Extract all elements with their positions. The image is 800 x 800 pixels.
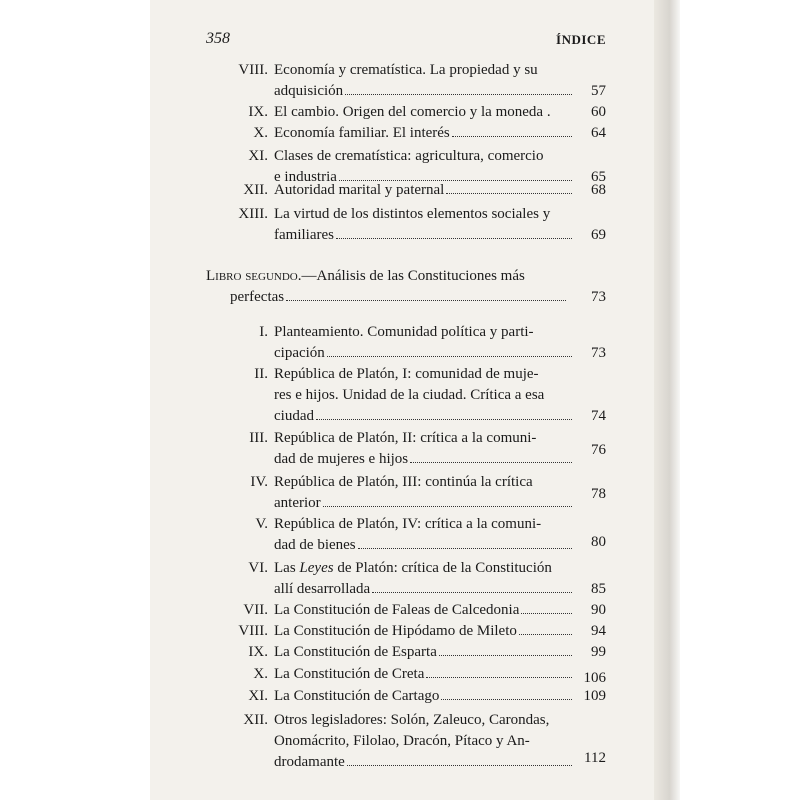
chapter-number: II. bbox=[254, 366, 268, 382]
entry-title-line: El cambio. Origen del comercio y la moneda . bbox=[274, 104, 551, 120]
dot-leader bbox=[441, 699, 572, 700]
entry-title-line: Autoridad marital y paternal bbox=[274, 182, 445, 198]
page-ref: 65 bbox=[591, 169, 606, 185]
page-ref: 112 bbox=[584, 750, 606, 766]
page-ref: 69 bbox=[591, 227, 606, 243]
entry-title-line: República de Platón, II: crítica a la comuni- bbox=[274, 430, 537, 446]
entry-title-line: Planteamiento. Comunidad política y parti- bbox=[274, 324, 534, 340]
dot-leader bbox=[323, 506, 572, 507]
dot-leader bbox=[426, 677, 572, 678]
entry-title-line: drodamante bbox=[274, 754, 345, 770]
page-ref: 106 bbox=[583, 670, 606, 686]
page-ref: 78 bbox=[591, 486, 606, 502]
entry-title-line: res e hijos. Unidad de la ciudad. Crítica a esa bbox=[274, 387, 545, 403]
dot-leader bbox=[347, 765, 572, 766]
chapter-number: VIII. bbox=[238, 623, 268, 639]
entry-title-line: anterior bbox=[274, 495, 321, 511]
dot-leader bbox=[286, 300, 566, 301]
entry-title-line: La Constitución de Faleas de Calcedonia bbox=[274, 602, 520, 618]
page-ref: 60 bbox=[591, 104, 606, 120]
chapter-number: III. bbox=[249, 430, 268, 446]
page-ref: 73 bbox=[591, 345, 606, 361]
entry-title-line: Economía y crematística. La propiedad y su bbox=[274, 62, 538, 78]
dot-leader bbox=[345, 94, 572, 95]
running-head: ÍNDICE bbox=[556, 32, 606, 47]
leyes-title: Leyes bbox=[299, 560, 334, 576]
page-ref: 74 bbox=[591, 408, 606, 424]
dot-leader bbox=[327, 356, 572, 357]
book-label: Libro segundo bbox=[206, 268, 298, 284]
entry-title-line: e industria bbox=[274, 169, 337, 185]
book-title-line: perfectas bbox=[230, 289, 285, 305]
book-spine bbox=[654, 0, 680, 800]
entry-title-line: La Constitución de Hipódamo de Mileto bbox=[274, 623, 517, 639]
entry-title-line: República de Platón, IV: crítica a la comuni- bbox=[274, 516, 542, 532]
entry-title-line: dad de bienes bbox=[274, 537, 356, 553]
entry-title-line: La virtud de los distintos elementos sociales y bbox=[274, 206, 551, 222]
page-ref: 85 bbox=[591, 581, 606, 597]
entry-title-line: Economía familiar. El interés bbox=[274, 125, 450, 141]
page-ref: 109 bbox=[583, 688, 606, 704]
entry-title-line: Clases de crematística: agricultura, comercio bbox=[274, 148, 544, 164]
entry-title-line: allí desarrollada bbox=[274, 581, 371, 597]
page-ref: 64 bbox=[591, 125, 606, 141]
entry-title-line: La Constitución de Cartago bbox=[274, 688, 440, 704]
page-ref: 73 bbox=[591, 289, 606, 305]
dot-leader bbox=[521, 613, 572, 614]
entry-title-line: dad de mujeres e hijos bbox=[274, 451, 409, 467]
chapter-number: XII. bbox=[243, 182, 268, 198]
chapter-number: XIII. bbox=[238, 206, 268, 222]
page-number: 358 bbox=[206, 30, 230, 47]
dot-leader bbox=[452, 136, 572, 137]
chapter-number: XII. bbox=[243, 712, 268, 728]
page-ref: 57 bbox=[591, 83, 606, 99]
entry-title-line: cipación bbox=[274, 345, 325, 361]
chapter-number: VI. bbox=[248, 560, 268, 576]
entry-title-line: adquisición bbox=[274, 83, 344, 99]
dot-leader bbox=[519, 634, 572, 635]
page-ref: 94 bbox=[591, 623, 606, 639]
page-ref: 76 bbox=[591, 442, 606, 458]
dot-leader bbox=[358, 548, 572, 549]
entry-title-line: República de Platón, I: comunidad de muje- bbox=[274, 366, 539, 382]
entry-title-line: República de Platón, III: continúa la crítica bbox=[274, 474, 533, 490]
chapter-number: X. bbox=[253, 666, 268, 682]
chapter-number: VIII. bbox=[238, 62, 268, 78]
entry-title-line: Otros legisladores: Solón, Zaleuco, Carondas, bbox=[274, 712, 550, 728]
chapter-number: IX. bbox=[248, 644, 268, 660]
chapter-number: IX. bbox=[248, 104, 268, 120]
dot-leader bbox=[439, 655, 572, 656]
entry-title-line: ciudad bbox=[274, 408, 314, 424]
entry-title-line: familiares bbox=[274, 227, 334, 243]
entry-title-line: La Constitución de Esparta bbox=[274, 644, 437, 660]
chapter-number: X. bbox=[253, 125, 268, 141]
page-ref: 68 bbox=[591, 182, 606, 198]
chapter-number: IV. bbox=[250, 474, 268, 490]
book-title-line: .—Análisis de las Constituciones más bbox=[297, 268, 525, 284]
page-ref: 90 bbox=[591, 602, 606, 618]
entry-title-line: La Constitución de Creta bbox=[274, 666, 425, 682]
dot-leader bbox=[446, 193, 572, 194]
page-ref: 99 bbox=[591, 644, 606, 660]
entry-title-line: Onomácrito, Filolao, Dracón, Pítaco y An- bbox=[274, 733, 530, 749]
chapter-number: XI. bbox=[248, 148, 268, 164]
chapter-number: I. bbox=[259, 324, 268, 340]
page-ref: 80 bbox=[591, 534, 606, 550]
dot-leader bbox=[316, 419, 572, 420]
dot-leader bbox=[410, 462, 572, 463]
chapter-number: XI. bbox=[248, 688, 268, 704]
dot-leader bbox=[336, 238, 572, 239]
dot-leader bbox=[372, 592, 572, 593]
chapter-number: V. bbox=[255, 516, 268, 532]
chapter-number: VII. bbox=[243, 602, 268, 618]
